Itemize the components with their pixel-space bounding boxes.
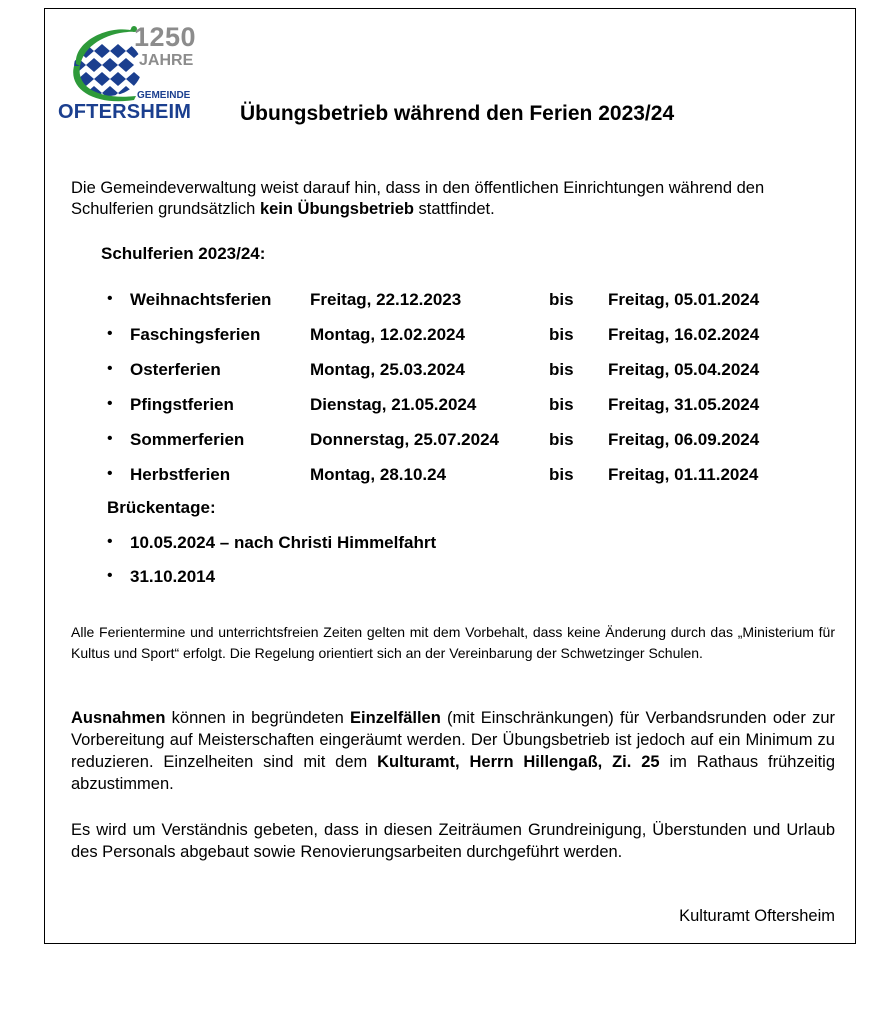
brueckentag-text: 10.05.2024 – nach Christi Himmelfahrt bbox=[130, 533, 437, 552]
logo-anniversary-number: 1250 bbox=[134, 22, 197, 52]
schulferien-heading: Schulferien 2023/24: bbox=[101, 244, 266, 263]
ausnahmen-bold-2: Einzelfällen bbox=[350, 709, 441, 727]
holiday-bis: bis bbox=[549, 290, 574, 309]
holiday-to: Freitag, 31.05.2024 bbox=[608, 395, 760, 414]
holiday-from: Freitag, 22.12.2023 bbox=[310, 290, 462, 309]
holiday-name: Osterferien bbox=[130, 360, 221, 379]
holiday-from: Dienstag, 21.05.2024 bbox=[310, 395, 477, 414]
bullet-icon: • bbox=[107, 430, 113, 447]
brueckentage-heading: Brückentage: bbox=[107, 498, 216, 517]
holiday-bis: bis bbox=[549, 325, 574, 344]
bullet-icon: • bbox=[107, 395, 113, 412]
holiday-to: Freitag, 16.02.2024 bbox=[608, 325, 760, 344]
ausnahmen-text-3: im Rathaus frühzeitig abzustimmen. bbox=[71, 753, 835, 793]
bullet-icon: • bbox=[107, 465, 113, 482]
page-title: Übungsbetrieb während den Ferien 2023/24 bbox=[240, 102, 675, 125]
vorbehalt-paragraph: Alle Ferientermine und unterrichtsfreien Zeiten gelten mit dem Vorbehalt, dass keine Änderung durch das „Ministerium für Kultus und Sport“ erfolgt. Die Regelung orientiert sich an der Vereinbarung der Schwetzinger Schulen. bbox=[71, 624, 835, 661]
ausnahmen-bold-1: Ausnahmen bbox=[71, 709, 166, 727]
intro-text-2: stattfindet. bbox=[413, 200, 495, 218]
ausnahmen-paragraph bbox=[71, 707, 835, 795]
intro-bold-text: kein Übungsbetrieb bbox=[259, 200, 414, 218]
holiday-from: Montag, 28.10.24 bbox=[310, 465, 447, 484]
brueckentag-text: 31.10.2014 bbox=[130, 567, 216, 586]
holiday-name: Faschingsferien bbox=[130, 325, 261, 344]
ausnahmen-text-2: (mit Einschränkungen) für Verbandsrunden oder zur Vorbereitung auf Meisterschaften eingeräumt werden. Der Übungsbetrieb ist jedoch auf ein Minimum zu reduzieren. Einzelheiten sind mit dem bbox=[71, 709, 836, 771]
holiday-from: Donnerstag, 25.07.2024 bbox=[310, 430, 499, 449]
holiday-to: Freitag, 05.01.2024 bbox=[608, 290, 760, 309]
logo-jahre-label: JAHRE bbox=[139, 52, 194, 69]
ausnahmen-text-1: können in begründeten bbox=[165, 709, 351, 727]
holiday-to: Freitag, 05.04.2024 bbox=[608, 360, 760, 379]
intro-paragraph bbox=[71, 178, 831, 220]
holiday-name: Pfingstferien bbox=[130, 395, 234, 414]
holiday-name: Weihnachtsferien bbox=[130, 290, 272, 309]
logo-gemeinde-label: GEMEINDE bbox=[137, 90, 191, 101]
holiday-bis: bis bbox=[549, 465, 574, 484]
holiday-name: Sommerferien bbox=[130, 430, 245, 449]
ausnahmen-bold-3: Kulturamt, Herrn Hillengaß, Zi. 25 bbox=[377, 753, 660, 771]
holiday-name: Herbstferien bbox=[130, 465, 231, 484]
logo-town-name: OFTERSHEIM bbox=[58, 101, 192, 123]
holiday-to: Freitag, 01.11.2024 bbox=[608, 465, 759, 484]
bullet-icon: • bbox=[107, 360, 113, 377]
verstaendnis-paragraph: Es wird um Verständnis gebeten, dass in diesen Zeiträumen Grundreinigung, Überstunden und Urlaub des Personals abgebaut sowie Renovierungsarbeiten durchgeführt werden. bbox=[71, 821, 835, 861]
signature: Kulturamt Oftersheim bbox=[679, 907, 835, 925]
holiday-bis: bis bbox=[549, 360, 574, 379]
holiday-to: Freitag, 06.09.2024 bbox=[608, 430, 760, 449]
holiday-from: Montag, 25.03.2024 bbox=[310, 360, 465, 379]
holiday-from: Montag, 12.02.2024 bbox=[310, 325, 465, 344]
intro-text-1: Die Gemeindeverwaltung weist darauf hin, dass in den öffentlichen Einrichtungen während den Schulferien grundsätzlich bbox=[71, 179, 765, 218]
bullet-icon: • bbox=[107, 567, 113, 584]
bullet-icon: • bbox=[107, 290, 113, 307]
bullet-icon: • bbox=[107, 533, 113, 550]
holiday-bis: bis bbox=[549, 395, 574, 414]
bullet-icon: • bbox=[107, 325, 113, 342]
holiday-bis: bis bbox=[549, 430, 574, 449]
